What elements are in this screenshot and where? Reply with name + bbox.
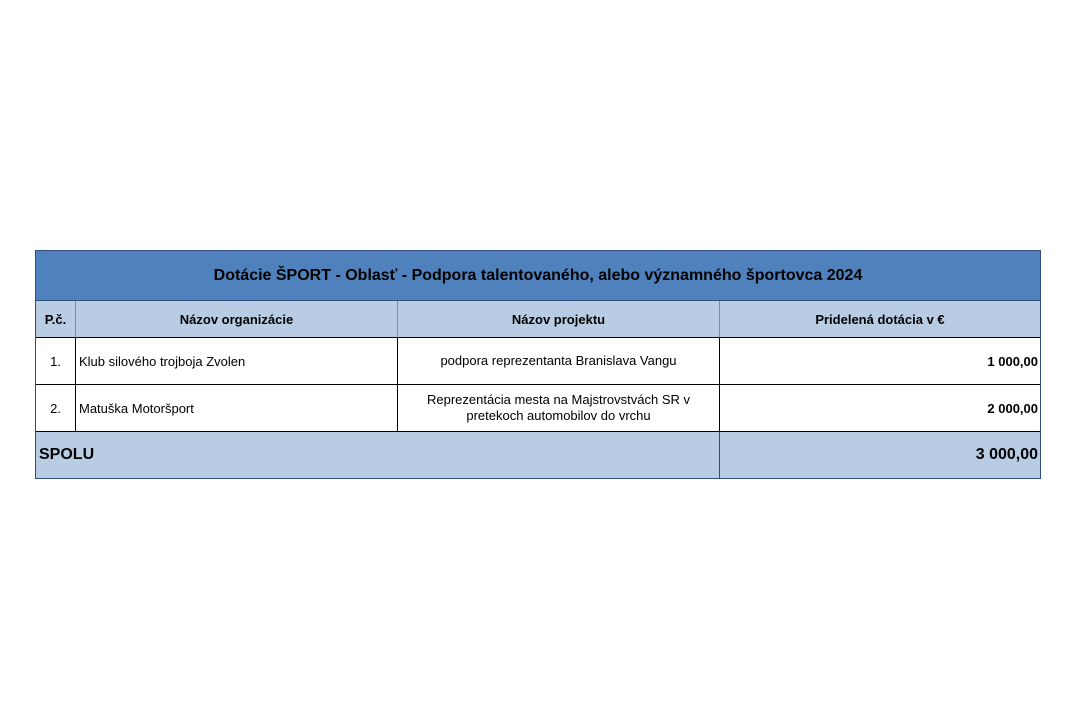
- header-organization: Názov organizácie: [76, 301, 398, 338]
- row-organization: Klub silového trojboja Zvolen: [76, 338, 398, 385]
- header-amount: Pridelená dotácia v €: [720, 301, 1040, 338]
- table-row: [36, 385, 1040, 432]
- row-number: 1.: [36, 338, 76, 385]
- table-title: Dotácie ŠPORT - Oblasť - Podpora talentovaného, alebo významného športovca 2024: [36, 251, 1040, 301]
- table-header-row: [36, 301, 1040, 338]
- header-number: P.č.: [36, 301, 76, 338]
- row-organization: Matuška Motoršport: [76, 385, 398, 432]
- total-amount: 3 000,00: [975, 446, 1038, 463]
- total-row: [36, 432, 1040, 478]
- subsidy-table: [35, 250, 1041, 479]
- table-row: [36, 338, 1040, 385]
- row-project: Reprezentácia mesta na Majstrovstvách SR v pretekoch automobilov do vrchu: [398, 385, 720, 432]
- row-amount: 1 000,00: [720, 338, 1040, 385]
- row-project: podpora reprezentanta Branislava Vangu: [398, 338, 720, 385]
- row-amount: 2 000,00: [720, 385, 1040, 432]
- row-number: 2.: [36, 385, 76, 432]
- header-project: Názov projektu: [398, 301, 720, 338]
- total-label: SPOLU: [36, 432, 720, 478]
